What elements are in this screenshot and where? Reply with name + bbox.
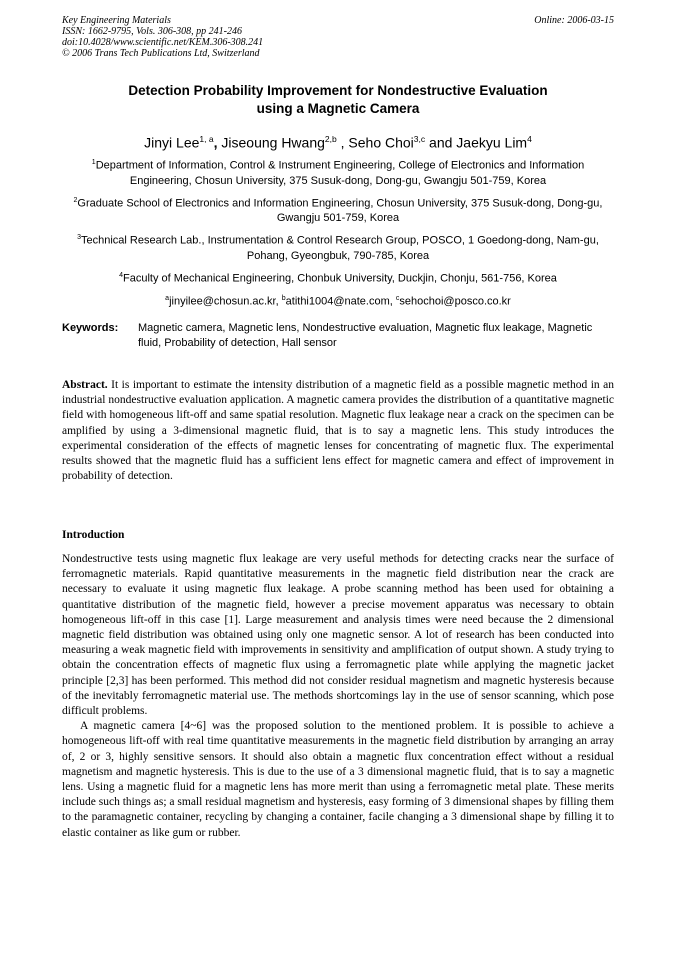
title-line-2: using a Magnetic Camera — [256, 101, 420, 116]
affiliation-list — [62, 155, 614, 313]
email-address[interactable]: jinyilee@chosun.ac.kr, — [169, 295, 279, 308]
affiliation-text: Faculty of Mechanical Engineering, Chonbuk University, Duckjin, Chonju, 561-756, Korea — [122, 272, 557, 285]
author-name: Seho Choi — [348, 134, 414, 151]
keywords-section — [62, 321, 614, 351]
author-separator: and — [429, 134, 453, 151]
title-line-1: Detection Probability Improvement for Nondestructive Evaluation — [128, 83, 548, 98]
paper-title — [62, 82, 614, 118]
email-address[interactable]: atithi1004@nate.com, — [285, 295, 393, 308]
author-name: Jinyi Lee — [144, 134, 200, 151]
journal-header — [62, 15, 614, 59]
email-sup: b — [281, 294, 286, 302]
author-sup: 4 — [527, 134, 532, 144]
author-name: Jaekyu Lim — [456, 134, 528, 151]
author-name: Jiseoung Hwang — [221, 134, 325, 151]
paragraph: A magnetic camera [4~6] was the proposed solution to the mentioned problem. It is possible to achieve a homogeneous lift-off with real time quantitative measurements in the magnetic field distribution by arranging an array of, 2 or 3, highly sensitive sensors. It should also obtain a magnetic flux concentration effect without a residual magnetism and magnetic hysteresis. This is due to the use of a 3 dimensional magnetic fluid, that is to say a magnetic lens. Using a magnetic fluid for a magnetic lens has more merit than using a ferromagnetic metal plate. These merits include such things as; a small residual magnetism and hysteresis, easy forming of 3 dimensional shapes by filling them to the paramagnetic container, recycling by changing a container, facile changing a 3 dimensional shape by filling it to elastic container as like gum or rubber. — [62, 720, 614, 839]
author-separator: , — [213, 134, 218, 151]
affiliation — [62, 268, 614, 287]
abstract-section — [62, 378, 614, 484]
affiliation — [62, 155, 614, 189]
paragraph: Nondestructive tests using magnetic flux leakage are very useful methods for detecting cracks near the surface of ferromagnetic materials. Rapid quantitative measurements in the magnetic field distribution near the crack are necessary to evaluate it using magnetic flux leakage. A probe scanning method has been used for obtaining a quantitative distribution of the magnetic field, however a precise movement apparatus was necessary to obtain homogeneous lift-off in this case [1]. Large measurement and analysis times were need because the 2 dimensional magnetic field distribution was obtained using only one magnetic sensor. A lot of research has been conducted into measuring a weak magnetic field with improvements in sensitivity and amplification of output shown. A study trying to obtain the concentration effects of magnetic flux using a ferromagnetic plate while applying the magnetic jacket principle [2,3] has been performed. This method did not consider residual magnetism and magnetic hysteresis because of the inevitably ferromagnetic material use. The methods shortcomings lay in the use of sensor scanning, which pose difficult problems. — [62, 553, 614, 718]
issn-line: ISSN: 1662-9795, Vols. 306-308, pp 241-246 — [62, 26, 242, 37]
affiliation-sup: 1 — [91, 159, 96, 166]
email-address[interactable]: sehochoi@posco.co.kr — [399, 295, 511, 308]
affiliation-text: Department of Information, Control & Instrument Engineering, College of Electronics and Information Engineering, Chosun University, 375 Susuk-dong, Dong-gu, Gwangju 501-759, Korea — [95, 159, 585, 187]
abstract-text: It is important to estimate the intensity distribution of a magnetic field as a possible magnetic method in an industrial nondestructive evaluation application. A magnetic camera provides the distribution of a quantitative magnetic field with homogeneous lift-off and same spatial resolution. Magnetic flux leakage near a crack on the specimen can be amplified by using a 3-dimensional magnetic fluid, that is to say a magnetic lens. This study introduces the experimental consideration of the effects of magnetic lenses for concentrating of magnetic flux. The experimental results showed that the magnetic fluid has a sufficient lens effect for magnetic camera and effect of improvement in probability of detection. — [62, 379, 615, 483]
keywords-label: Keywords: — [62, 322, 119, 334]
section-heading: Introduction — [62, 529, 125, 541]
affiliation-text: Graduate School of Electronics and Information Engineering, Chosun University, 375 Susuk-dong, Dong-gu, Gwangju 501-759, Korea — [77, 197, 603, 225]
author-sup: 3,c — [413, 134, 426, 144]
keywords-text: Magnetic camera, Magnetic lens, Nondestructive evaluation, Magnetic flux leakage, Magnetic fluid, Probability of detection, Hall sensor — [138, 322, 593, 349]
affiliation-sup: 3 — [77, 234, 81, 242]
affiliation — [62, 193, 614, 227]
email-sup: a — [165, 294, 170, 302]
author-separator: , — [340, 134, 345, 151]
email-list — [62, 291, 614, 310]
author-sup: 1, a — [199, 134, 214, 144]
author-list — [62, 130, 614, 152]
introduction-section — [62, 552, 614, 841]
copyright-line: © 2006 Trans Tech Publications Ltd, Switzerland — [62, 48, 260, 59]
affiliation — [62, 230, 614, 264]
abstract-label: Abstract. — [62, 379, 108, 391]
affiliation-sup: 2 — [73, 196, 78, 204]
journal-name: Key Engineering Materials — [62, 15, 171, 26]
author-sup: 2,b — [324, 134, 337, 144]
doi-line: doi:10.4028/www.scientific.net/KEM.306-308.241 — [62, 37, 264, 48]
affiliation-sup: 4 — [119, 271, 123, 279]
email-sup: c — [395, 294, 400, 302]
affiliation-text: Technical Research Lab., Instrumentation & Control Research Group, POSCO, 1 Goedong-dong, Nam-gu, Pohang, Gyeongbuk, 790-785, Korea — [81, 234, 599, 262]
online-date: Online: 2006-03-15 — [534, 15, 614, 26]
